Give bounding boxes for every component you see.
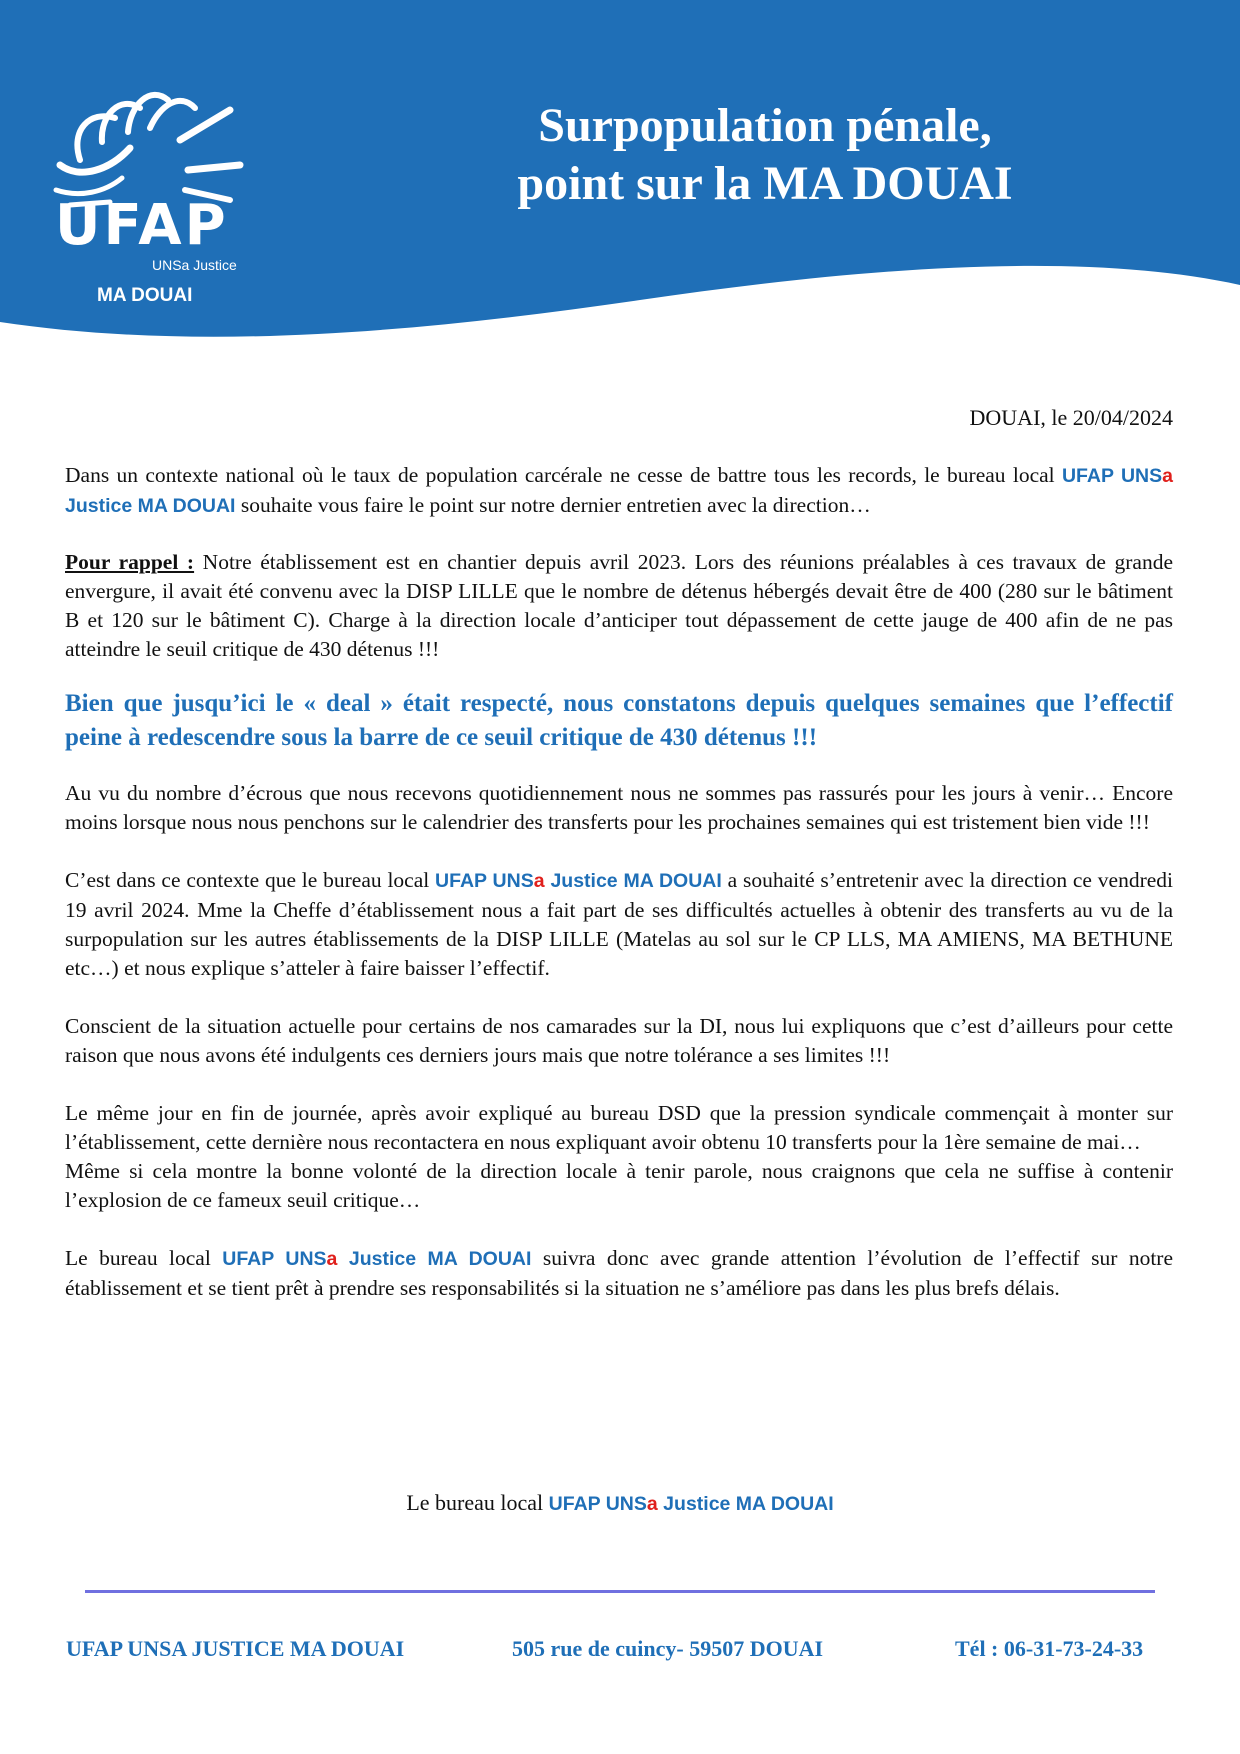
- paragraph-text: Notre établissement est en chantier depuis avril 2023. Lors des réunions préalables à ces travaux de grande envergure, il avait été convenu avec la DISP LILLE que le nombre de détenus hébergés devait être de 400 (280 sur le bâtiment B et 120 sur le bâtiment C). Charge à la direction locale d’anticiper tout dépassement de cette jauge de 400 afin de ne pas atteindre le seuil critique de 430 détenus !!!: [65, 550, 1173, 661]
- logo-wordmark: UFAP: [55, 193, 229, 258]
- footer-org-name: UFAP UNSA JUSTICE MA DOUAI: [66, 1636, 405, 1661]
- paragraph-intro: [65, 461, 1173, 521]
- document-date: DOUAI, le 20/04/2024: [969, 405, 1173, 430]
- org-name: UFAP UNSa Justice MA DOUAI: [548, 1493, 834, 1515]
- signature-text: Le bureau local: [406, 1490, 549, 1515]
- logo-subtitle: UNSa Justice: [152, 257, 237, 273]
- paragraph-meme-jour: Le même jour en fin de journée, après avoir expliqué au bureau DSD que la pression syndicale commençait à monter sur l’établissement, cette dernière nous recontactera en nous expliquant avoir obtenu 10 transferts pour la 1ère semaine de mai…: [65, 1101, 1173, 1154]
- logo-site-label: MA DOUAI: [97, 285, 193, 306]
- paragraph-contexte: [65, 866, 1173, 983]
- document-body: [65, 461, 1173, 1303]
- org-name: UFAP UNSa Justice MA DOUAI: [65, 465, 1173, 517]
- paragraph-ecrous: Au vu du nombre d’écrous que nous recevons quotidiennement nous ne sommes pas rassurés pour les jours à venir… Encore moins lorsque nous nous penchons sur le calendrier des transferts pour les prochaines semaines qui est tristement bien vide !!!: [65, 781, 1173, 834]
- paragraph-text: Dans un contexte national où le taux de population carcérale ne cesse de battre tous les records, le bureau local: [65, 463, 1062, 487]
- paragraph-conscient: Conscient de la situation actuelle pour certains de nos camarades sur la DI, nous lui expliquons que c’est d’ailleurs pour cette raison que nous avons été indulgents ces derniers jours mais que notre tolérance a ses limites !!!: [65, 1014, 1173, 1067]
- title-line-1: Surpopulation pénale,: [538, 99, 992, 152]
- paragraph-text: souhaite vous faire le point sur notre dernier entretien avec la direction…: [235, 493, 871, 517]
- ufap-logo-icon: [40, 70, 280, 310]
- paragraph-text: a souhaité s’entretenir avec la direction ce vendredi 19 avril 2024. Mme la Cheffe d’établissement nous a fait part de ses difficultés actuelles à obtenir des transferts au vu de la surpopulation sur les autres établissements de la DISP LILLE (Matelas au sol sur le CP LLS, MA AMIENS, MA BETHUNE etc…) et nous explique s’atteler à faire baisser l’effectif.: [65, 868, 1173, 980]
- paragraph-conclusion: [65, 1244, 1173, 1303]
- org-name: UFAP UNSa Justice MA DOUAI: [222, 1248, 532, 1270]
- paragraph-meme-si: Même si cela montre la bonne volonté de la direction locale à tenir parole, nous craignons que cela ne suffise à contenir l’explosion de ce fameux seuil critique…: [65, 1159, 1173, 1212]
- footer-divider: [85, 1590, 1155, 1593]
- signature: [0, 1490, 1240, 1516]
- org-name: UFAP UNSa Justice MA DOUAI: [435, 870, 722, 892]
- paragraph-text: suivra donc avec grande attention l’évolution de l’effectif sur notre établissement et se tient prêt à prendre ses responsabilités si la situation ne s’améliore pas dans les plus brefs délais.: [65, 1246, 1174, 1300]
- highlight-paragraph: Bien que jusqu’ici le « deal » était respecté, nous constatons depuis quelques semaines que l’effectif peine à redescendre sous la barre de ce seuil critique de 430 détenus !!!: [65, 690, 1173, 751]
- paragraph-text: C’est dans ce contexte que le bureau local: [65, 868, 436, 892]
- rappel-label: Pour rappel :: [65, 550, 195, 574]
- footer-address: 505 rue de cuincy- 59507 DOUAI: [512, 1636, 824, 1661]
- title-line-2: point sur la MA DOUAI: [517, 157, 1013, 210]
- paragraph-text: Le bureau local: [65, 1246, 223, 1270]
- paragraph-rappel: [65, 548, 1173, 664]
- footer-phone: Tél : 06-31-73-24-33: [955, 1636, 1144, 1661]
- document-title: [420, 97, 1110, 213]
